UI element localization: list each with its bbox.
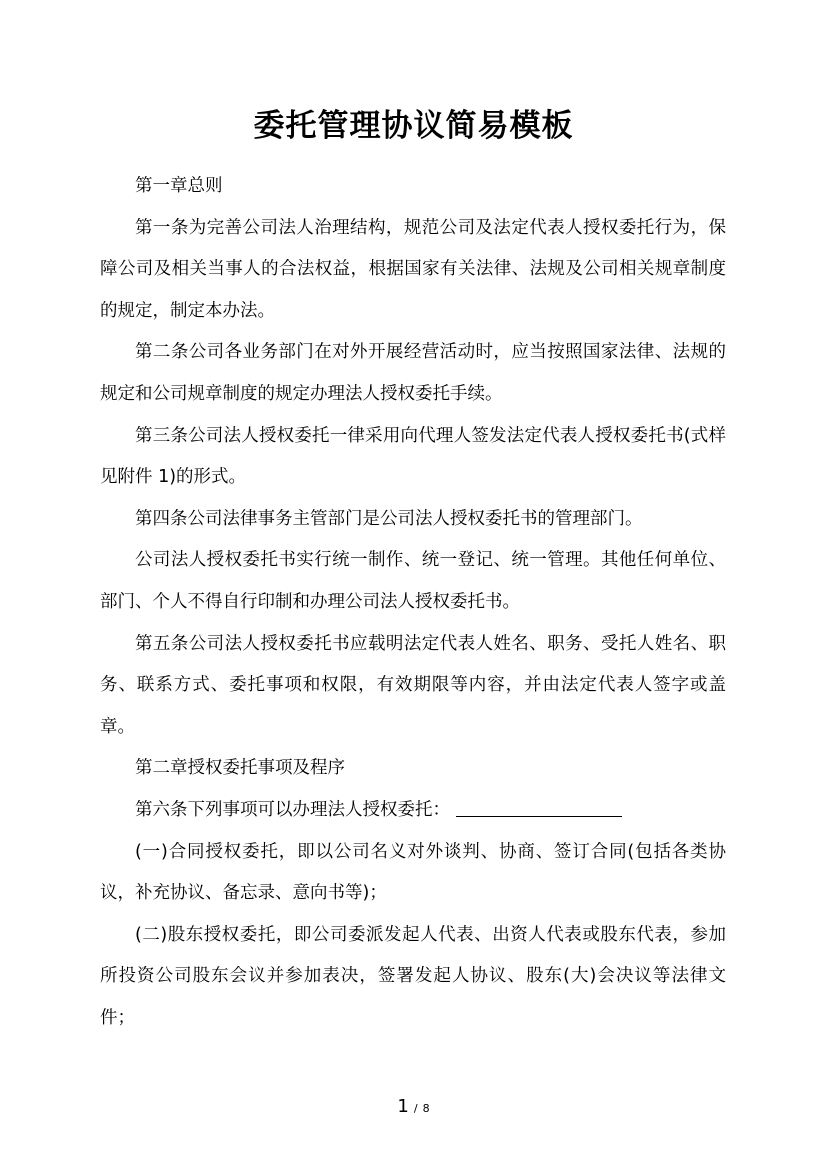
page-number — [0, 1094, 827, 1122]
article-paragraph: 第五条公司法人授权委托书应载明法定代表人姓名、职务、受托人姓名、职务、联系方式、委托事项和权限，有效期限等内容，并由法定代表人签字或盖章。 — [100, 633, 726, 737]
page-number-current: 1 — [397, 1096, 409, 1117]
page-number-total: 8 — [422, 1102, 430, 1115]
article-item: (一)合同授权委托，即以公司名义对外谈判、协商、签订合同(包括各类协议，补充协议、备忘录、意向书等)； — [100, 841, 726, 904]
article-paragraph: 第一条为完善公司法人治理结构，规范公司及法定代表人授权委托行为，保障公司及相关当事人的合法权益，根据国家有关法律、法规及公司相关规章制度的规定，制定本办法。 — [100, 217, 726, 321]
article-paragraph: 第三条公司法人授权委托一律采用向代理人签发法定代表人授权委托书(式样见附件 1)的形式。 — [100, 425, 726, 488]
article-item: (二)股东授权委托，即公司委派发起人代表、出资人代表或股东代表，参加所投资公司股东会议并参加表决，签署发起人协议、股东(大)会决议等法律文件； — [100, 924, 726, 1028]
chapter-heading: 第一章总则 — [135, 176, 223, 196]
article-paragraph: 第四条公司法律事务主管部门是公司法人授权委托书的管理部门。 — [135, 508, 643, 529]
chapter-heading: 第二章授权委托事项及程序 — [135, 758, 345, 779]
article-paragraph-with-blank — [100, 790, 726, 832]
document-title: 委托管理协议简易模板 — [253, 108, 574, 144]
article-paragraph: 第二条公司各业务部门在对外开展经营活动时，应当按照国家法律、法规的规定和公司规章制度的规定办理法人授权委托手续。 — [100, 342, 726, 404]
fill-in-blank-line — [456, 796, 622, 817]
page-number-separator: / — [413, 1102, 418, 1115]
document-body — [100, 166, 726, 1039]
article-paragraph: 公司法人授权委托书实行统一制作、统一登记、统一管理。其他任何单位、部门、个人不得自行印制和办理公司法人授权委托书。 — [100, 550, 726, 612]
article-text: 第六条下列事项可以办理法人授权委托： — [135, 799, 450, 820]
